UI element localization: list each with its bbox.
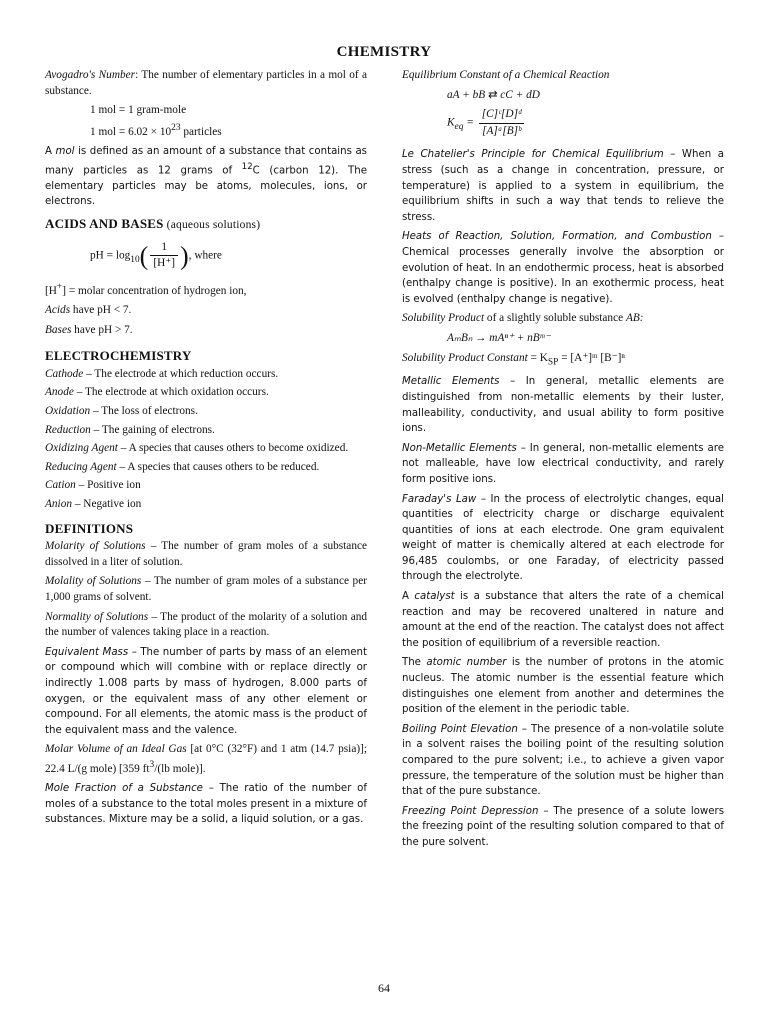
- acids-heading-text: ACIDS AND BASES: [45, 215, 164, 231]
- electro-text: – A species that causes others to become oxidized.: [117, 442, 349, 455]
- molar-volume-paragraph: [45, 742, 367, 777]
- equilibrium-arrow-icon: ⇄: [488, 88, 498, 101]
- electro-item: [45, 460, 367, 476]
- acids-heading-sub: (aqueous solutions): [163, 218, 261, 231]
- mol-definition: [45, 144, 367, 210]
- solubility-text: of a slightly soluble substance: [484, 312, 626, 325]
- molar-vol-b: /(lb mole)].: [154, 762, 206, 775]
- equiv-text: – The number of parts by mass of an element or compound which will combine with or replace directly or indirectly 1.008 parts by mass of hydrogen, 8.000 parts of oxygen, or the equivalent mass of any other element or compound. For all elements, the atomic mass is the product of the equivalent mass and the valence.: [45, 646, 367, 736]
- solubility-equation: AₘBₙ → mAⁿ⁺ + nBᵐ⁻: [447, 331, 551, 344]
- page-number: 64: [378, 981, 390, 995]
- electro-item: [45, 497, 367, 513]
- freezing-point-paragraph: [402, 804, 724, 851]
- normality-text: – The product of the molarity of a solution and the number of valences taking place in a reaction.: [45, 610, 368, 639]
- mol-def-a: A: [45, 146, 56, 158]
- reaction-rhs: cC + dD: [500, 88, 540, 101]
- ph-equation: [90, 240, 367, 272]
- hplus-sup: +: [56, 281, 63, 292]
- ph-lhs: pH = log: [90, 249, 131, 262]
- freezing-text: – The presence of a solute lowers the freezing point of the resulting solution compared to that of the pure solvent.: [402, 805, 725, 848]
- keq-num: [C]ᶜ[D]ᵈ: [479, 107, 525, 124]
- eq-const-term: Equilibrium Constant of a Chemical Reaction: [402, 69, 610, 81]
- ph-num: 1: [150, 240, 178, 257]
- solubility-paragraph: [402, 311, 724, 327]
- right-column: [402, 68, 724, 855]
- mol-equation-1: 1 mol = 1 gram-mole: [90, 104, 187, 117]
- molarity-term: Molarity of Solutions: [45, 540, 146, 553]
- mole-fraction-paragraph: [45, 781, 367, 828]
- electro-term: Anion: [45, 497, 72, 510]
- heats-term: Heats of Reaction, Solution, Formation, and Combustion: [402, 231, 712, 243]
- bases-term: Bases: [45, 323, 72, 336]
- molality-paragraph: [45, 574, 367, 605]
- electro-text: – The loss of electrons.: [90, 405, 198, 418]
- hplus-b: ] = molar concentration of hydrogen ion,: [62, 284, 247, 297]
- ksp-sub: SP: [547, 356, 559, 367]
- avogadro-paragraph: [45, 68, 367, 99]
- reaction-equation: [447, 88, 724, 104]
- electro-item: [45, 385, 367, 401]
- heats-text: – Chemical processes generally involve the absorption or evolution of heat. In an endothermic process, heat is absorbed (enthalpy change is positive). In an exothermic process, heat is evolved (enthalpy change is negative).: [402, 231, 724, 305]
- acids-bases-heading: [45, 216, 367, 234]
- ph-den: [H⁺]: [153, 257, 175, 270]
- mol-equation-2: [45, 121, 367, 140]
- electro-item: [45, 404, 367, 420]
- lechatelier-term: Le Chatelier's Principle for Chemical Equilibrium: [402, 149, 664, 161]
- acids-line: [45, 303, 367, 319]
- k-label: K: [447, 116, 455, 129]
- molality-term: Molality of Solutions: [45, 575, 142, 588]
- bases-text: have pH > 7.: [71, 323, 133, 336]
- equiv-term: Equivalent Mass: [45, 646, 129, 658]
- metallic-paragraph: [402, 374, 724, 436]
- reaction-lhs: aA + bB: [447, 88, 486, 101]
- left-column: [45, 68, 367, 832]
- keq-den: [A]ᵃ[B]ᵇ: [482, 124, 522, 137]
- catalyst-paragraph: [402, 589, 724, 651]
- keq-fraction: [479, 107, 525, 139]
- faraday-text: – In the process of electrolytic changes, equal quantities of electricity charge or discharge equivalent quantities of ions at each electrode. One gram equivalent weight of matter is chemically altered at each electrode for 96,485 coulombs, or one Faraday, of electricity passed through the electrolyte.: [402, 493, 724, 583]
- molarity-paragraph: [45, 539, 367, 570]
- page-title: CHEMISTRY: [336, 44, 432, 60]
- equilibrium-constant-heading: [402, 68, 724, 84]
- atomic-text: is the number of protons in the atomic nucleus. The atomic number is the essential feature which distinguishes one element from another and determines the position of the element in the periodic table.: [402, 657, 724, 716]
- electro-text: – A species that causes others to be reduced.: [116, 460, 320, 473]
- hplus-line: [45, 280, 367, 299]
- ksp-line: [402, 351, 724, 371]
- mole-frac-term: Mole Fraction of a Substance: [45, 783, 203, 795]
- ph-base: 10: [130, 254, 140, 265]
- mol-eq2-exp: 23: [171, 122, 181, 133]
- solubility-ab: AB:: [625, 312, 644, 325]
- freezing-term: Freezing Point Depression: [402, 805, 539, 817]
- nonmetallic-term: Non-Metallic Elements: [402, 442, 517, 454]
- nonmetallic-text: – In general, non-metallic elements are not malleable, have low electrical conductivity, and rarely form positive ions.: [402, 442, 724, 485]
- catalyst-term: catalyst: [414, 591, 455, 603]
- le-chatelier-paragraph: [402, 147, 724, 225]
- ksp-text: = K: [527, 351, 548, 364]
- metallic-text: – In general, metallic elements are distinguished from non-metallic elements by their luster, malleability, conductivity, and usual ability to form positive ions.: [402, 376, 724, 435]
- electro-term: Oxidizing Agent: [45, 442, 118, 455]
- equivalent-mass-paragraph: [45, 645, 367, 739]
- electro-term: Reduction: [45, 423, 91, 436]
- heats-paragraph: [402, 229, 724, 307]
- metallic-term: Metallic Elements: [402, 376, 500, 388]
- avogadro-text: : The number of elementary particles in a mol of a substance.: [45, 69, 367, 97]
- electro-text: – Negative ion: [72, 497, 142, 510]
- electrochemistry-heading: ELECTROCHEMISTRY: [45, 348, 192, 364]
- open-paren: (: [139, 240, 149, 270]
- acids-term: Acids: [45, 304, 71, 317]
- electro-term: Cation: [45, 479, 76, 492]
- electro-item: [45, 423, 367, 439]
- normality-paragraph: [45, 610, 367, 641]
- molar-vol-a: [at 0°C (32°F) and 1 atm (14.7 psia)]; 22.4 L/(g mole) [359 ft: [45, 743, 367, 775]
- boiling-point-paragraph: [402, 722, 724, 800]
- keq-equation: $K_{eq}$ = $\frac{\text{[C]ᶜ[D]ᵈ}}{\text{[A]ᵃ[B]ᵇ}}$: [447, 107, 724, 139]
- catalyst-a: A: [402, 591, 415, 603]
- boiling-text: – The presence of a non-volatile solute in a solvent raises the boiling point of the resulting solution compared to the pure solvent; i.e., to achieve a given vapor pressure, the temperature of the solution must be higher than that of the pure substance.: [402, 723, 724, 798]
- electro-item: [45, 367, 367, 383]
- solubility-term: Solubility Product: [402, 312, 485, 325]
- acids-text: have pH < 7.: [70, 304, 132, 317]
- electro-term: Reducing Agent: [45, 460, 117, 473]
- k-sub: eq: [454, 122, 464, 133]
- mol-def-c: C (carbon 12). The elementary particles may be atoms, molecules, ions, or electrons.: [45, 165, 367, 208]
- boiling-term: Boiling Point Elevation: [402, 723, 518, 735]
- ksp-rest: = [A⁺]ᵐ [B⁻]ⁿ: [558, 351, 625, 364]
- electro-text: – Positive ion: [75, 479, 141, 492]
- mol-def-term: mol: [55, 146, 75, 158]
- faraday-paragraph: [402, 492, 724, 586]
- molality-text: – The number of gram moles of a substance per 1,000 grams of solvent.: [45, 575, 367, 603]
- avogadro-term: Avogadro's Number: [45, 69, 136, 81]
- molar-vol-term: Molar Volume of an Ideal Gas: [45, 743, 187, 756]
- atomic-term: atomic number: [426, 657, 507, 669]
- electro-item: [45, 441, 367, 457]
- molar-vol-exp: 3: [149, 759, 155, 770]
- bases-line: [45, 323, 367, 339]
- electro-text: – The gaining of electrons.: [90, 423, 215, 436]
- electro-term: Cathode: [45, 367, 84, 380]
- mol-eq2-a: 1 mol = 6.02 × 10: [90, 125, 172, 138]
- electro-term: Oxidation: [45, 405, 91, 418]
- faraday-term: Faraday's Law: [402, 493, 477, 505]
- atomic-number-paragraph: [402, 655, 724, 717]
- hplus-a: [H: [45, 284, 57, 297]
- ph-fraction: [150, 240, 178, 272]
- atomic-a: The: [402, 657, 427, 669]
- molarity-text: – The number of gram moles of a substance dissolved in a liter of solution.: [45, 540, 367, 568]
- catalyst-text: is a substance that alters the rate of a chemical reaction and may be recovered unaltered in nature and amount at the end of the reaction. The catalyst does not affect the position of equilibrium of a reversible reaction.: [402, 591, 724, 649]
- electro-item: [45, 478, 367, 494]
- mol-def-b: is defined as an amount of a substance that contains as many particles as 12 grams of: [45, 146, 367, 177]
- lechatelier-text: – When a stress (such as a change in concentration, pressure, or temperature) is applied to a system in equilibrium, the equilibrium shifts in such a way that tends to relieve the stress.: [402, 149, 724, 223]
- electro-term: Anode: [45, 386, 74, 399]
- electro-text: – The electrode at which oxidation occurs.: [73, 386, 269, 399]
- mole-frac-text: – The ratio of the number of moles of a substance to the total moles present in a mixture of substances. Mixture may be a solid, a liquid solution, or a gas.: [45, 783, 367, 826]
- ph-where: , where: [188, 249, 222, 262]
- ksp-term: Solubility Product Constant: [402, 351, 528, 364]
- electro-text: – The electrode at which reduction occurs.: [83, 367, 279, 380]
- close-paren: ): [180, 240, 189, 270]
- mol-def-exp: 12: [241, 161, 253, 172]
- non-metallic-paragraph: [402, 441, 724, 488]
- mol-eq2-b: particles: [180, 125, 222, 138]
- definitions-heading: DEFINITIONS: [45, 520, 134, 536]
- normality-term: Normality of Solutions: [45, 610, 149, 623]
